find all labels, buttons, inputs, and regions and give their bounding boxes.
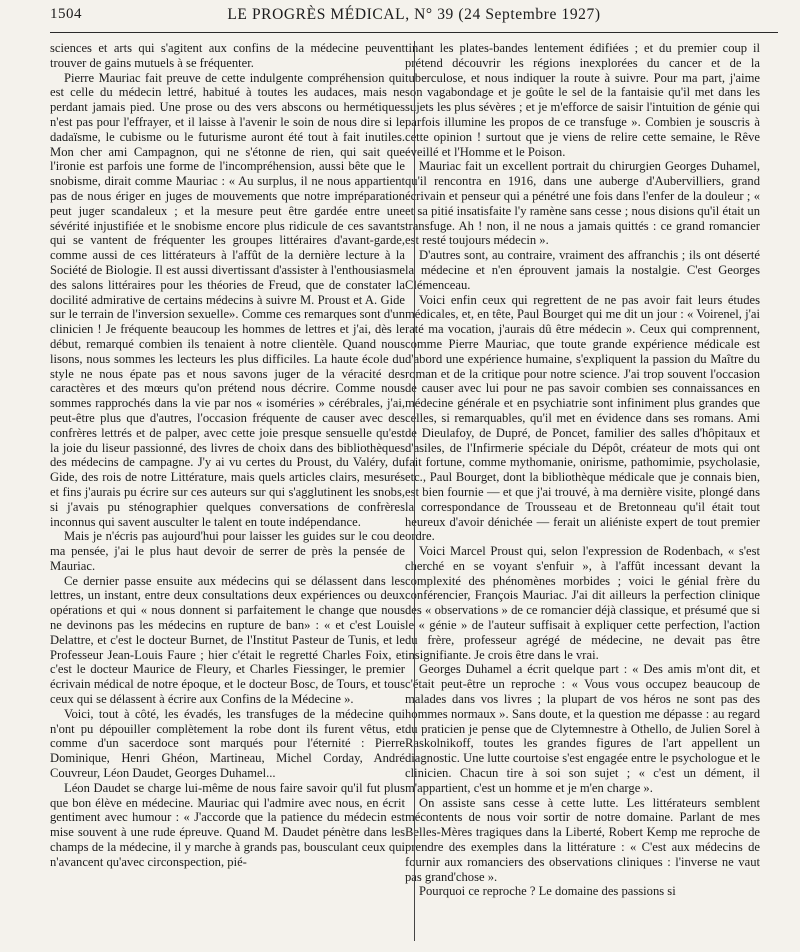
paragraph: tinant les plates-bandes lentement édifiées ; et du premier coup il prétend découvrir les régions inexplorées du cancer et de la tuberculose, et nous indiquer la route à suivre. Pour ma part, j'aime son vagabondage et je goûte le sel de la fantaisie qu'il met dans les sujets les plus sévères ; et je m'efforce de saisir l'intuition de génie qui parfois illumine les propos de ce transfuge ». Combien je souscris à cette opinion ! surtout que je viens de relire cette semaine, le Rêve éveillé et l'Homme et le Poison. — [405, 41, 760, 159]
paragraph: Léon Daudet se charge lui-même de nous faire savoir qu'il fut plus que bon élève en médecine. Mauriac qui l'admire avec nous, en écrit gentiment avec humour : « J'accorde que la patience du médecin est mise souvent à une rude épreuve. Quand M. Daudet pénètre dans les champs de la médecine, il y marche à grands pas, bousculant ceux qui n'avancent qu'avec circonspection, pié- — [50, 780, 405, 869]
paragraph: Mauriac fait un excellent portrait du chirurgien Georges Duhamel, qu'il rencontra en 1916, dans une auberge d'Aubervilliers, grand écrivain et penseur qui a pénétré une fois dans l'enfer de la douleur ; « et sa pitié insatisfaite l'y ramène sans cesse ; nous disions qu'il était un transfuge. Ah ! non, il ne nous a jamais quittés : ce grand romancier est resté toujours médecin ». — [405, 159, 760, 248]
paragraph: Pierre Mauriac fait preuve de cette indulgente compréhension qui est celle du médecin lettré, habitué à toutes les audaces, mais ne perdant jamais pied. Une prose ou des vers abscons ou hermétiques n'est pas pour l'effrayer, et il laisse à l'avenir le soin de nous dire si le dadaïsme, le cubisme ou le futurisme auront été tout à fait inutiles. Mon cher ami Campagnon, qui ne s'étonne de rien, qui sait que l'ironie est parfois une forme de l'incompréhension, aussi bête que le snobisme, dirait comme Mauriac : « Au surplus, il ne nous appartient pas de nous ériger en juges de mouvements que notre impréparation peut juger scandaleux ; et la mesure peut être gardée entre une sévérité injustifiée et le snobisme encore plus ridicule de ces savants qui se vantent de fréquenter les groupes littéraires d'avant-garde, comme aussi de ces littérateurs à l'affût de la dernière lecture à la Société de Biologie. Il est aussi divertissant d'assister à l'enthousiasme des salons littéraires pour les théories de Freud, que de constater la docilité admirative de certains médecins à suivre M. Proust et A. Gide sur le terrain de l'inversion sexuelle». Comme ces remarques sont d'un clinicien ! Je fréquente beaucoup les hommes de lettres et j'ai, dès le début, remarqué combien ils tenaient à notre clientèle. Quand nous lisons, nous sommes les lecteurs les plus difficiles. La haute école du style ne nous épate pas et nous savons juger de la véracité des caractères et des mœurs qu'on prétend nous décrire. Comme nous sommes rapprochés dans la vie par nos « isoméries » cérébrales, j'ai, peut-être plus que d'autres, l'occasion fréquente de causer avec des confrères lettrés et de palper, avec cette joie presque sensuelle qu'est la joie du liseur passionné, des livres de choix dans des bibliothèques des médecins de campagne. J'y ai vu certes du Proust, du Valéry, du Gide, des rois de notre Littérature, mais quels articles clairs, mesurés et fins j'aurais pu écrire sur ces auteurs sur qui s'agglutinent les snobs, si j'avais pu sténographier quelques conversations de confrères inconnus qui savent ausculter le talent en toute indépendance. — [50, 70, 405, 529]
paragraph: Georges Duhamel a écrit quelque part : « Des amis m'ont dit, et c'était peut-être un reproche : « Vous vous occupez beaucoup de malades dans vos livres ; la plupart de vos héros ne sont pas des hommes normaux ». Sans doute, et la question me dépasse : au regard du praticien je pense que de Clytemnestre à Othello, de Julien Sorel à Raskolnikoff, toutes les grandes figures de l'art appellent un diagnostic. Une lutte courtoise s'est engagée entre le psychologue et le clinicien. Chacun tire à soi son sujet ; « c'est un dément, il m'appartient, c'est un homme et je m'en charge ». — [405, 662, 760, 795]
paragraph: Mais je n'écris pas aujourd'hui pour laisser les guides sur le cou de ma pensée, j'ai le plus haut devoir de serrer de près la pensée de Mauriac. — [50, 529, 405, 573]
paragraph: sciences et arts qui s'agitent aux confins de la médecine peuvent trouver de gains mutuels à se fréquenter. — [50, 41, 405, 70]
running-header — [50, 6, 778, 33]
paragraph: Ce dernier passe ensuite aux médecins qui se délassent dans les lettres, un instant, entre deux consultations deux expériences ou deux opérations et qui « nous donnent si parfaitement le change que nous ne devinons pas les médecins en rupture de ban» : « et c'est Louis Delattre, et c'est le docteur Burnet, de l'Institut Pasteur de Tunis, et le Professeur Jean-Louis Faure ; hier c'était le regretté Charles Foix, et c'est le docteur Maurice de Fleury, et Charles Fiessinger, le premier écrivain médical de notre époque, et le docteur Bosc, de Tours, et tous ceux qui se délassent à écrire aux Confins de la Médecine ». — [50, 573, 405, 707]
page-number: 1504 — [50, 6, 82, 22]
paragraph: Pourquoi ce reproche ? Le domaine des passions si — [419, 884, 676, 899]
running-title: LE PROGRÈS MÉDICAL, N° 39 (24 Septembre 1927) — [227, 6, 601, 23]
left-column — [50, 41, 405, 941]
paragraph: Voici Marcel Proust qui, selon l'expression de Rodenbach, « s'est cherché en se voyant s'enfuir », à l'affût incessant devant la complexité des phénomènes morbides ; voici le génial frère du conférencier, François Mauriac. J'ai dit ailleurs la perfection clinique des « observations » de ce romancier déjà classique, et présumé que si le « génie » de l'auteur suffisait à expliquer cette perfection, l'action du frère, professeur agrégé de médecine, ne devait pas être insignifiante. Je crois être dans le vrai. — [405, 544, 760, 662]
paragraph: D'autres sont, au contraire, vraiment des affranchis ; ils ont déserté la médecine et n'en éprouvent jamais la nostalgie. C'est Georges Clémenceau. — [405, 248, 760, 292]
paragraph: Voici enfin ceux qui regrettent de ne pas avoir fait leurs études médicales, et, en tête, Paul Bourget qui me dit un jour : « Voirenel, j'ai raté ma vocation, j'aurais dû être médecin ». Ceux qui comprennent, comme Pierre Mauriac, que toute grande expérience médicale est d'abord une expérience humaine, s'expliquent la passion du Maître du roman et de la critique pour notre science. J'ai trop souvent l'occasion de causer avec lui pour ne pas savoir combien ses connaissances en médecine générale et en psychiatrie sont infiniment plus grandes que celles, si remarquables, qu'il met en évidence dans ses romans. Ami de Dieulafoy, de Dupré, de Poncet, familier des salles d'hôpitaux et d'asiles, de l'Infirmerie spéciale du Dépôt, créateur de mots qui ont fait fortune, comme mythomanie, onirisme, pathomimie, psycholasie, etc., Paul Bourget, dont la bibliothèque médicale que je connais bien, est bien fournie — et que j'ai trouvé, à ma dernière visite, plongé dans la correspondance de Trousseau et de Bretonneau qu'il était tout heureux d'avoir dénichée — ferait un aliéniste expert de tout premier ordre. — [405, 292, 760, 544]
paragraph: Voici, tout à côté, les évadés, les transfuges de la médecine qui n'ont pu dépouiller complètement la robe dont ils furent vêtus, et comme d'un sacerdoce sont marqués pour l'éternité : Pierre Dominique, Henri Ghéon, Martineau, Michel Corday, André Couvreur, Léon Daudet, Georges Duhamel... — [50, 706, 405, 781]
article-body — [50, 41, 778, 941]
right-column — [405, 41, 760, 941]
column-divider — [414, 41, 415, 941]
paragraph: On assiste sans cesse à cette lutte. Les littérateurs semblent mécontents de nous voir sortir de notre domaine. Parlant de mes Belles-Mères tragiques dans la Liberté, Robert Kemp me reproche de prendre des exemples dans la littérature : « C'est aux médecins de fournir aux romanciers des observations cliniques : l'inverse ne vaut pas grand'chose ». — [405, 795, 760, 884]
